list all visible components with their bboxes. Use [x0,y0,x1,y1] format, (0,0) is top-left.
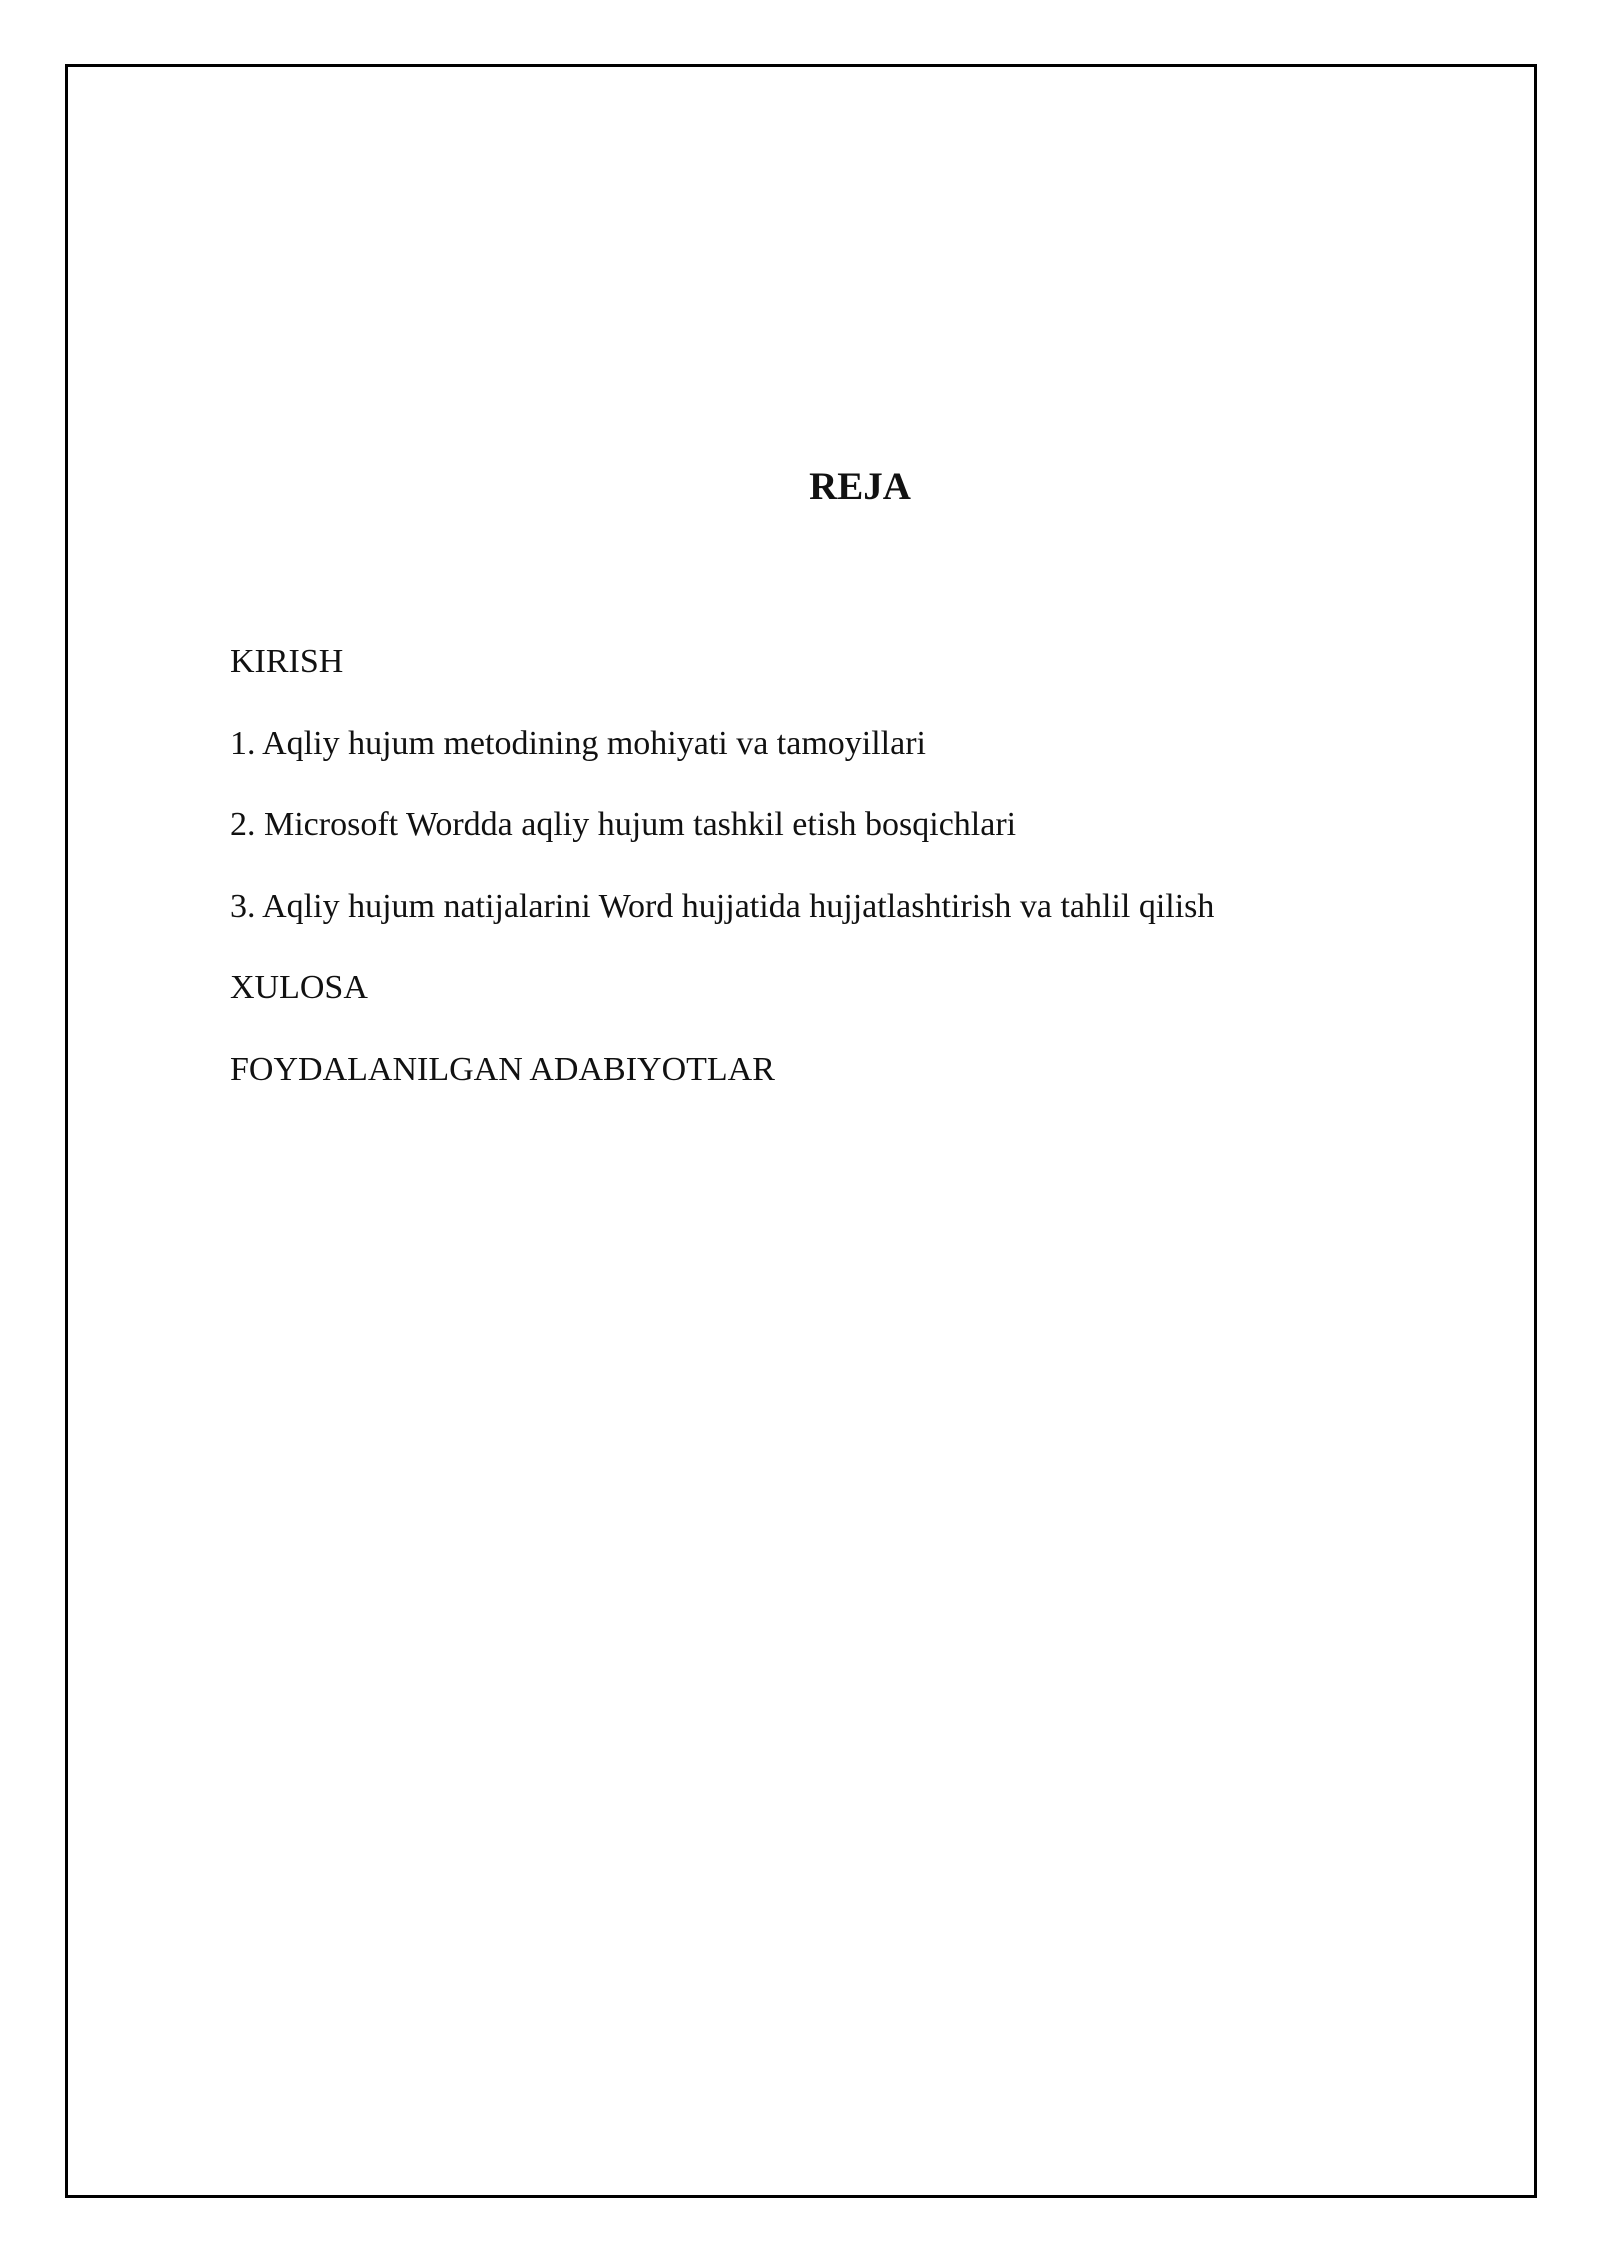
plan-item-3: 3. Aqliy hujum natijalarini Word hujjatida hujjatlashtirish va tahlil qilish [230,887,1215,925]
plan-item-1: 1. Aqliy hujum metodining mohiyati va tamoyillari [230,724,926,762]
plan-list [230,642,1214,1131]
plan-item-introduction: KIRISH [230,643,344,680]
plan-item-references: FOYDALANILGAN ADABIYOTLAR [230,1050,775,1088]
page-title: REJA [809,465,911,508]
page-border [65,64,1537,2198]
plan-item-2: 2. Microsoft Wordda aqliy hujum tashkil etish bosqichlari [230,806,1017,843]
plan-item-conclusion: XULOSA [230,969,368,1006]
